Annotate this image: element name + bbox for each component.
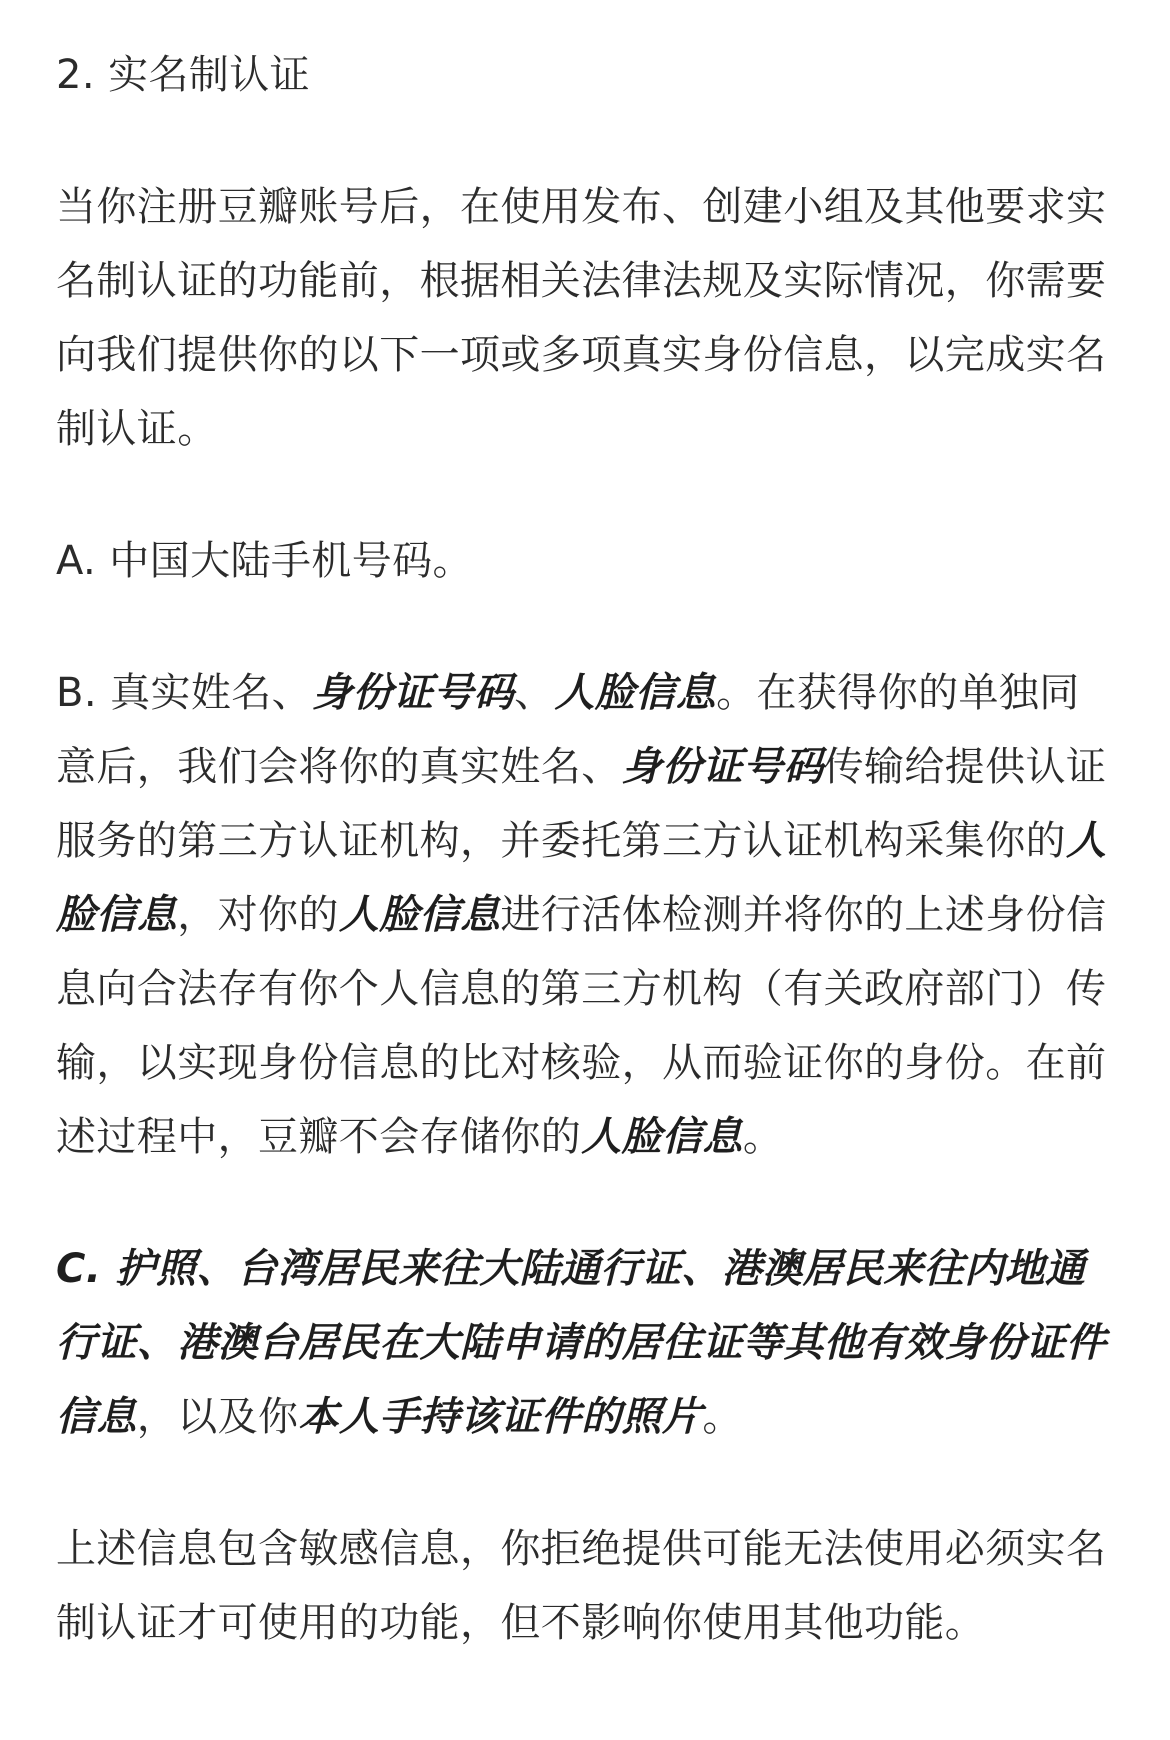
item-b-text: B. 真实姓名、 [56,670,313,716]
item-c-emphasis: C. 护照、台湾居民来往大陆通行证、港澳居民来往内地通行证、港澳台居民在大陆申请的居住证等其他有效身份证件信息 [56,1246,1107,1440]
item-b-emphasis: 人脸信息 [338,892,501,938]
item-b [56,656,1120,1174]
item-b-text: 进行活体检测并将你的上述身份信息向合法存有你个人信息的第三方机构（有关政府部门）传输，以实现身份信息的比对核验，从而验证你的身份。在前述过程中，豆瓣不会存储你的 [56,892,1107,1160]
intro-paragraph: 当你注册豆瓣账号后，在使用发布、创建小组及其他要求实名制认证的功能前，根据相关法律法规及实际情况，你需要向我们提供你的以下一项或多项真实身份信息，以完成实名制认证。 [56,184,1107,452]
item-b-text: 传输给提供认证服务的第三方认证机构，并委托第三方认证机构采集你的 [56,744,1107,864]
item-b-text: 。在获得你的单独同意后，我们会将你的真实姓名、 [56,670,1080,790]
item-b-emphasis: 人脸信息 [554,670,717,716]
item-b-text: ，对你的 [177,892,339,938]
item-b-text: 、 [514,670,555,716]
item-a: A. 中国大陆手机号码。 [56,538,473,584]
item-b-emphasis: 人脸信息 [56,818,1107,938]
closing-paragraph: 上述信息包含敏感信息，你拒绝提供可能无法使用必须实名制认证才可使用的功能，但不影响你使用其他功能。 [56,1526,1107,1646]
item-b-text: 。 [742,1114,784,1160]
item-b-emphasis: 人脸信息 [581,1114,743,1160]
item-c-text: 。 [702,1394,743,1440]
item-b-emphasis: 身份证号码 [312,670,515,716]
item-c-emphasis: 本人手持该证件的照片 [298,1394,703,1440]
item-b-emphasis: 身份证号码 [621,744,824,790]
item-c [56,1232,1120,1454]
section-title: 2. 实名制认证 [56,52,311,98]
item-c-text: ，以及你 [136,1394,299,1440]
